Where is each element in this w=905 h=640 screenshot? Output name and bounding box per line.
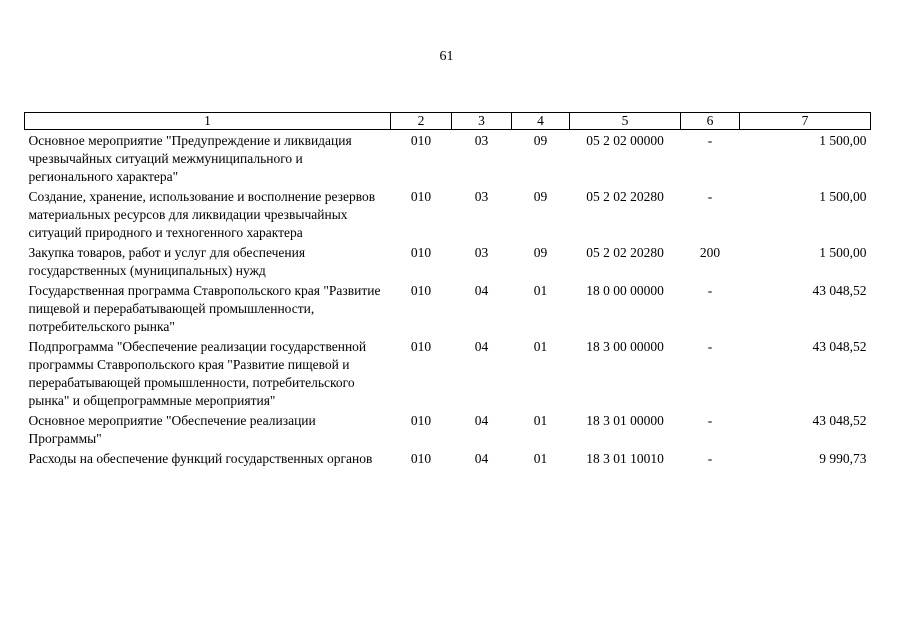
page-number: 61 bbox=[439, 49, 454, 64]
budget-table bbox=[24, 112, 871, 468]
row-ministry-code: 010 bbox=[410, 451, 432, 466]
row-section-code: 03 bbox=[474, 133, 489, 148]
row-section-code: 04 bbox=[474, 283, 489, 298]
table-row bbox=[25, 448, 871, 468]
table-row bbox=[25, 186, 871, 242]
row-expense-type: - bbox=[707, 451, 713, 466]
table-row bbox=[25, 336, 871, 410]
row-name: Создание, хранение, использование и восполнение резервов материальных ресурсов для ликвидации чрезвычайных ситуаций природного и техногенного характера bbox=[28, 189, 376, 240]
row-amount: 43 048,52 bbox=[812, 413, 867, 428]
row-subsection-code: 01 bbox=[533, 451, 548, 466]
row-ministry-code: 010 bbox=[410, 283, 432, 298]
column-header-1: 1 bbox=[25, 113, 391, 130]
row-section-code: 03 bbox=[474, 245, 489, 260]
row-name: Расходы на обеспечение функций государственных органов bbox=[28, 451, 373, 466]
row-amount: 1 500,00 bbox=[819, 133, 867, 148]
row-target-article: 18 3 01 00000 bbox=[586, 413, 664, 428]
row-target-article: 05 2 02 20280 bbox=[586, 245, 664, 260]
row-name: Подпрограмма "Обеспечение реализации государственной программы Ставропольского края "Развитие пищевой и перерабатывающей промышленности, потребительского рынка" и общепрограммные мероприятия" bbox=[28, 339, 367, 408]
table-row bbox=[25, 280, 871, 336]
row-target-article: 18 3 01 10010 bbox=[586, 451, 664, 466]
row-ministry-code: 010 bbox=[410, 245, 432, 260]
column-header-6: 6 bbox=[681, 113, 740, 130]
row-ministry-code: 010 bbox=[410, 189, 432, 204]
row-target-article: 05 2 02 20280 bbox=[586, 189, 664, 204]
table-row bbox=[25, 410, 871, 448]
row-ministry-code: 010 bbox=[410, 339, 432, 354]
row-amount: 43 048,52 bbox=[812, 339, 867, 354]
column-header-7: 7 bbox=[740, 113, 871, 130]
row-name: Государственная программа Ставропольского края "Развитие пищевой и перерабатывающей промышленности, потребительского рынка" bbox=[28, 283, 381, 334]
row-subsection-code: 01 bbox=[533, 283, 548, 298]
table-row bbox=[25, 130, 871, 187]
row-section-code: 04 bbox=[474, 339, 489, 354]
row-expense-type: - bbox=[707, 189, 713, 204]
row-expense-type: - bbox=[707, 133, 713, 148]
row-amount: 1 500,00 bbox=[819, 189, 867, 204]
row-name: Закупка товаров, работ и услуг для обеспечения государственных (муниципальных) нужд bbox=[28, 245, 306, 278]
row-name: Основное мероприятие "Предупреждение и ликвидация чрезвычайных ситуаций межмуниципального и регионального характера" bbox=[28, 133, 352, 184]
column-header-3: 3 bbox=[452, 113, 512, 130]
row-section-code: 04 bbox=[474, 451, 489, 466]
row-expense-type: - bbox=[707, 413, 713, 428]
row-expense-type: 200 bbox=[699, 245, 721, 260]
row-amount: 1 500,00 bbox=[819, 245, 867, 260]
row-subsection-code: 09 bbox=[533, 189, 548, 204]
row-expense-type: - bbox=[707, 283, 713, 298]
row-target-article: 05 2 02 00000 bbox=[586, 133, 664, 148]
column-header-2: 2 bbox=[391, 113, 452, 130]
table-row bbox=[25, 242, 871, 280]
row-subsection-code: 09 bbox=[533, 133, 548, 148]
row-subsection-code: 01 bbox=[533, 339, 548, 354]
row-subsection-code: 09 bbox=[533, 245, 548, 260]
row-ministry-code: 010 bbox=[410, 413, 432, 428]
row-name: Основное мероприятие "Обеспечение реализации Программы" bbox=[28, 413, 316, 446]
row-target-article: 18 0 00 00000 bbox=[586, 283, 664, 298]
row-target-article: 18 3 00 00000 bbox=[586, 339, 664, 354]
column-header-5: 5 bbox=[570, 113, 681, 130]
row-amount: 43 048,52 bbox=[812, 283, 867, 298]
column-header-4: 4 bbox=[512, 113, 570, 130]
row-section-code: 04 bbox=[474, 413, 489, 428]
row-subsection-code: 01 bbox=[533, 413, 548, 428]
row-expense-type: - bbox=[707, 339, 713, 354]
row-ministry-code: 010 bbox=[410, 133, 432, 148]
row-amount: 9 990,73 bbox=[819, 451, 867, 466]
row-section-code: 03 bbox=[474, 189, 489, 204]
table-header-row bbox=[25, 113, 871, 130]
